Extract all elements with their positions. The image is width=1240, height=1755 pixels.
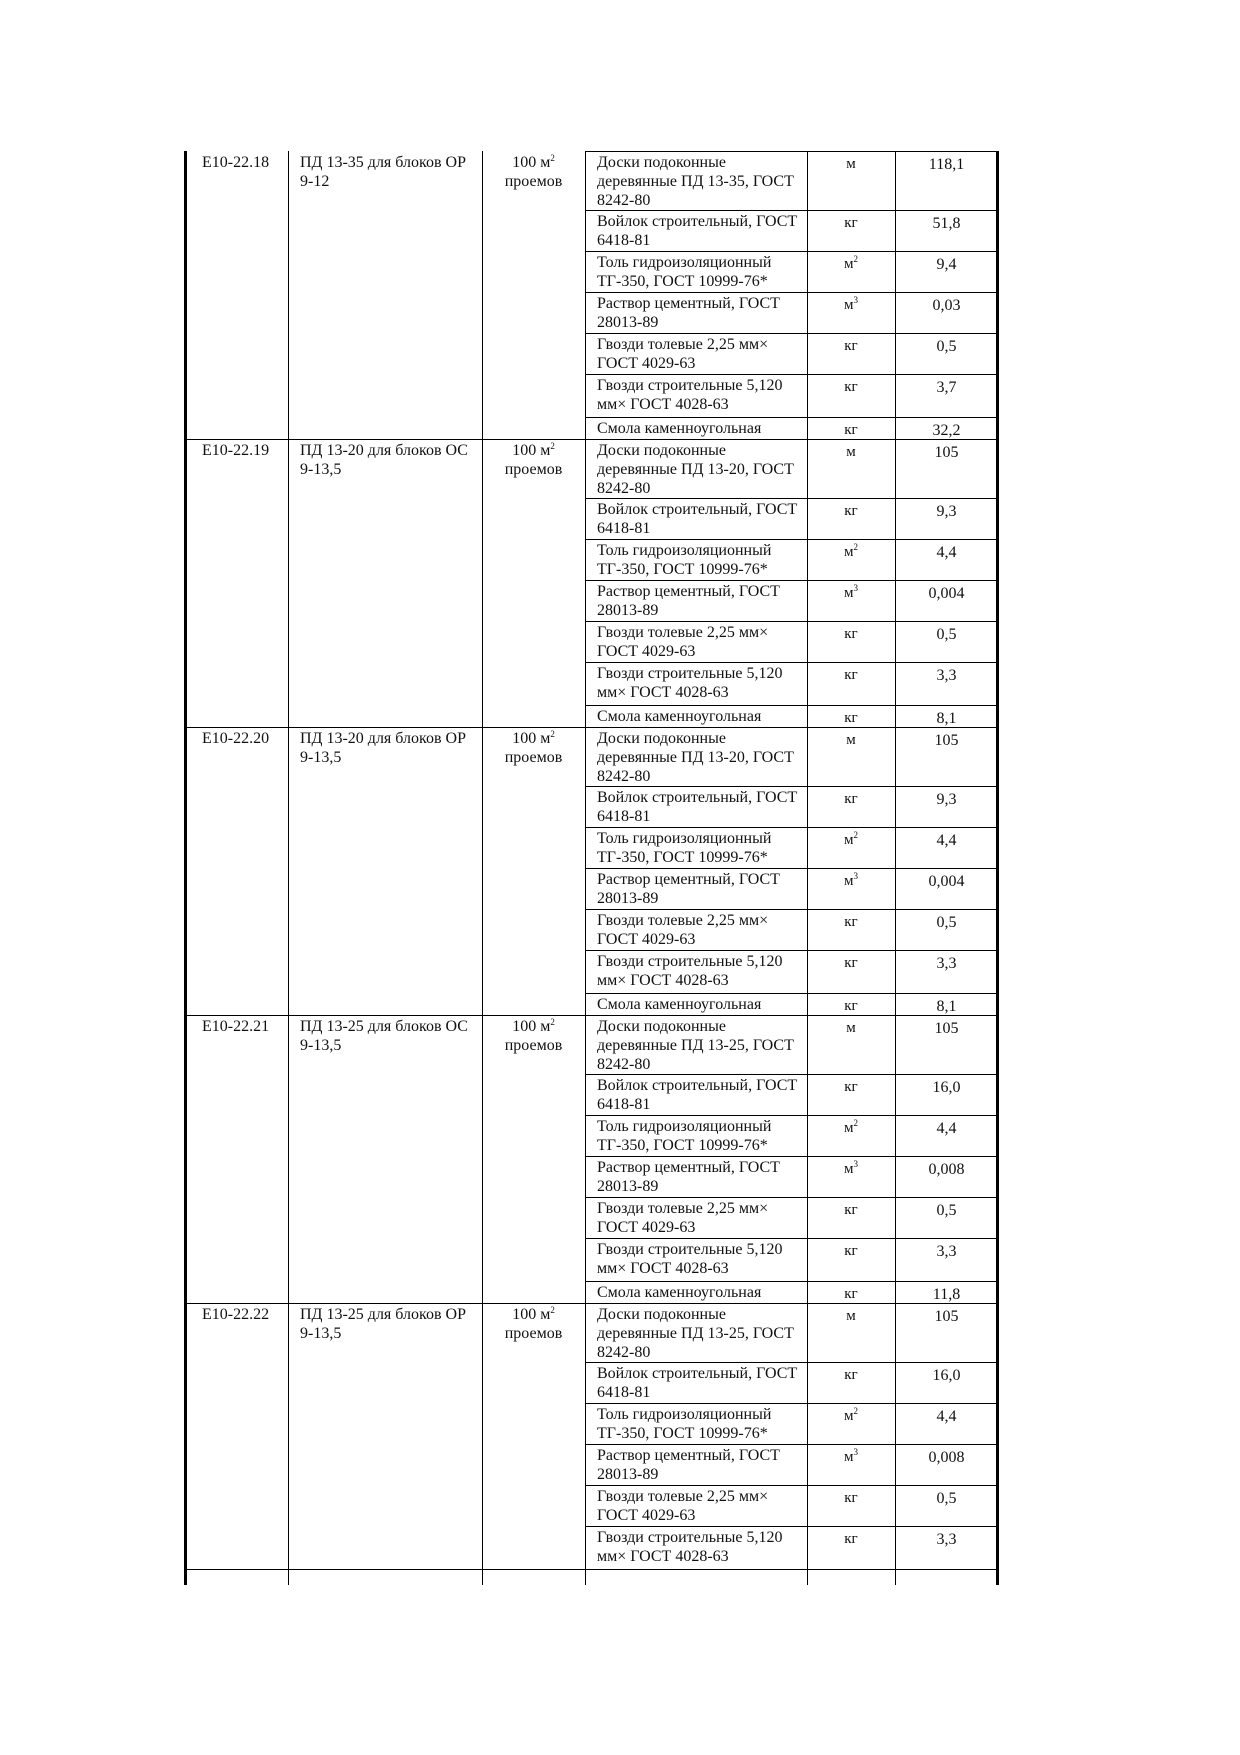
material-quantity: 4,4 [936, 1120, 957, 1137]
material-unit [807, 868, 895, 909]
material-name: Гвозди толевые 2,25 мм× ГОСТ 4029-63 [597, 1488, 769, 1524]
unit-text: кг [844, 955, 858, 971]
table-column-rule [585, 151, 586, 1585]
unit-exponent: 3 [853, 1447, 858, 1457]
unit-exponent: 2 [853, 1406, 858, 1416]
material-name: Толь гидроизоляционный ТГ-350, ГОСТ 10999-76* [597, 830, 772, 866]
material-quantity: 3,7 [936, 379, 957, 396]
unit-text: кг [844, 998, 858, 1014]
unit-text: кг [844, 791, 858, 807]
unit-text: кг [844, 379, 858, 395]
unit-exponent: 3 [853, 871, 858, 881]
material-name: Войлок строительный, ГОСТ 6418-81 [597, 1365, 798, 1401]
material-quantity: 51,8 [932, 215, 961, 232]
entry-unit-measure [484, 1305, 583, 1324]
unit-text: кг [844, 215, 858, 231]
unit-text: 100 м [512, 442, 551, 459]
material-unit [807, 539, 895, 580]
material-quantity: 3,3 [936, 955, 957, 972]
material-quantity: 0,03 [932, 297, 961, 314]
unit-text: кг [844, 1531, 858, 1547]
material-unit [807, 498, 895, 539]
unit-exponent: 2 [853, 1118, 858, 1128]
unit-text: кг [844, 422, 858, 438]
material-quantity: 16,0 [932, 1367, 961, 1384]
material-name: Доски подоконные деревянные ПД 13-25, ГОСТ 8242-80 [597, 1306, 794, 1361]
material-quantity: 0,008 [928, 1161, 965, 1178]
unit-text: 100 м [512, 154, 551, 171]
material-unit [807, 1403, 895, 1444]
entry-code: Е10-22.21 [202, 1018, 270, 1035]
material-quantity: 32,2 [932, 422, 961, 439]
unit-exponent: 2 [853, 830, 858, 840]
material-name: Гвозди толевые 2,25 мм× ГОСТ 4029-63 [597, 624, 769, 660]
entry-name: ПД 13-20 для блоков ОР 9-13,5 [300, 730, 466, 766]
material-unit [807, 251, 895, 292]
material-name: Смола каменноугольная [597, 420, 762, 437]
material-quantity: 4,4 [936, 544, 957, 561]
material-quantity: 105 [934, 444, 959, 461]
unit-text: кг [844, 503, 858, 519]
material-quantity: 9,4 [936, 256, 957, 273]
entry-unit-suffix: проемов [504, 461, 563, 478]
material-quantity: 16,0 [932, 1079, 961, 1096]
material-name: Толь гидроизоляционный ТГ-350, ГОСТ 10999-76* [597, 254, 772, 290]
entry-unit [482, 727, 585, 1015]
material-unit [807, 1303, 895, 1362]
material-unit [807, 1115, 895, 1156]
entry-unit-suffix: проемов [504, 173, 563, 190]
material-unit [807, 210, 895, 251]
material-quantity: 0,008 [928, 1449, 965, 1466]
material-unit [807, 1238, 895, 1281]
unit-text: 100 м [512, 1306, 551, 1323]
material-unit [807, 439, 895, 498]
entry-unit [482, 151, 585, 439]
unit-exponent: 2 [853, 254, 858, 264]
material-unit [807, 1444, 895, 1485]
material-name: Раствор цементный, ГОСТ 28013-89 [597, 295, 780, 331]
unit-exponent: 2 [853, 542, 858, 552]
material-quantity: 0,5 [936, 1490, 957, 1507]
material-unit [807, 333, 895, 374]
material-name: Доски подоконные деревянные ПД 13-20, ГОСТ 8242-80 [597, 442, 794, 497]
unit-text: м [846, 444, 856, 460]
entry-unit [482, 439, 585, 727]
material-quantity: 0,5 [936, 338, 957, 355]
unit-text: м [846, 1020, 856, 1036]
material-name: Толь гидроизоляционный ТГ-350, ГОСТ 10999-76* [597, 542, 772, 578]
unit-text: кг [844, 626, 858, 642]
material-unit [807, 374, 895, 417]
unit-exponent: 2 [550, 153, 555, 163]
unit-exponent: 3 [853, 1159, 858, 1169]
unit-text: кг [844, 667, 858, 683]
unit-text: м [844, 1120, 854, 1136]
material-name: Войлок строительный, ГОСТ 6418-81 [597, 1077, 798, 1113]
entry-unit-measure [484, 441, 583, 460]
material-quantity: 4,4 [936, 1408, 957, 1425]
material-unit [807, 151, 895, 210]
material-unit [807, 1362, 895, 1403]
material-unit [807, 580, 895, 621]
material-unit [807, 1074, 895, 1115]
entry-unit-measure [484, 729, 583, 748]
unit-text: кг [844, 1286, 858, 1302]
unit-text: м [846, 732, 856, 748]
material-quantity: 105 [934, 732, 959, 749]
material-quantity: 9,3 [936, 791, 957, 808]
material-quantity: 0,004 [928, 585, 965, 602]
material-name: Толь гидроизоляционный ТГ-350, ГОСТ 10999-76* [597, 1406, 772, 1442]
material-quantity: 4,4 [936, 832, 957, 849]
unit-text: кг [844, 1367, 858, 1383]
entry-name: ПД 13-25 для блоков ОС 9-13,5 [300, 1018, 468, 1054]
material-name: Гвозди строительные 5,120 мм× ГОСТ 4028-63 [597, 953, 783, 989]
material-unit [807, 727, 895, 786]
table-column-rule [288, 151, 289, 1585]
unit-text: м [844, 544, 854, 560]
material-name: Войлок строительный, ГОСТ 6418-81 [597, 501, 798, 537]
table-column-rule [482, 151, 483, 1585]
material-unit [807, 1281, 895, 1303]
material-quantity: 8,1 [936, 710, 957, 727]
unit-text: кг [844, 338, 858, 354]
material-unit [807, 909, 895, 950]
unit-text: кг [844, 1202, 858, 1218]
material-unit [807, 1197, 895, 1238]
unit-text: кг [844, 1490, 858, 1506]
material-name: Гвозди строительные 5,120 мм× ГОСТ 4028-63 [597, 1241, 783, 1277]
unit-text: м [844, 297, 854, 313]
material-quantity: 3,3 [936, 667, 957, 684]
material-unit [807, 950, 895, 993]
material-unit [807, 827, 895, 868]
material-name: Гвозди строительные 5,120 мм× ГОСТ 4028-63 [597, 1529, 783, 1565]
material-name: Войлок строительный, ГОСТ 6418-81 [597, 789, 798, 825]
material-name: Гвозди толевые 2,25 мм× ГОСТ 4029-63 [597, 336, 769, 372]
unit-text: 100 м [512, 1018, 551, 1035]
material-quantity: 8,1 [936, 998, 957, 1015]
entry-name: ПД 13-20 для блоков ОС 9-13,5 [300, 442, 468, 478]
material-unit [807, 417, 895, 439]
unit-exponent: 2 [550, 441, 555, 451]
material-quantity: 0,5 [936, 914, 957, 931]
table-column-rule [895, 151, 896, 1585]
unit-text: м [844, 1449, 854, 1465]
entry-code: Е10-22.20 [202, 730, 270, 747]
unit-text: м [844, 256, 854, 272]
table-column-rule [807, 151, 808, 1585]
material-quantity: 0,5 [936, 1202, 957, 1219]
material-name: Раствор цементный, ГОСТ 28013-89 [597, 1159, 780, 1195]
material-unit [807, 1485, 895, 1526]
material-name: Раствор цементный, ГОСТ 28013-89 [597, 871, 780, 907]
unit-text: м [844, 832, 854, 848]
material-quantity: 118,1 [928, 156, 965, 173]
material-quantity: 3,3 [936, 1531, 957, 1548]
material-unit [807, 662, 895, 705]
material-name: Войлок строительный, ГОСТ 6418-81 [597, 213, 798, 249]
material-quantity: 105 [934, 1308, 959, 1325]
material-unit [807, 1526, 895, 1569]
material-name: Толь гидроизоляционный ТГ-350, ГОСТ 10999-76* [597, 1118, 772, 1154]
unit-exponent: 2 [550, 1305, 555, 1315]
material-unit [807, 292, 895, 333]
entry-name: ПД 13-35 для блоков ОР 9-12 [300, 154, 466, 190]
entry-unit-suffix: проемов [504, 749, 563, 766]
entry-code: Е10-22.19 [202, 442, 270, 459]
unit-text: кг [844, 914, 858, 930]
material-name: Раствор цементный, ГОСТ 28013-89 [597, 1447, 780, 1483]
unit-exponent: 3 [853, 583, 858, 593]
material-quantity: 11,8 [932, 1286, 961, 1303]
unit-text: кг [844, 710, 858, 726]
material-name: Смола каменноугольная [597, 996, 762, 1013]
table-right-border [996, 151, 999, 1585]
material-name: Смола каменноугольная [597, 708, 762, 725]
unit-text: кг [844, 1079, 858, 1095]
entry-unit [482, 1303, 585, 1569]
unit-exponent: 2 [550, 1017, 555, 1027]
entry-unit-measure [484, 1017, 583, 1036]
material-name: Смола каменноугольная [597, 1284, 762, 1301]
entry-unit-suffix: проемов [504, 1325, 563, 1342]
material-quantity: 0,5 [936, 626, 957, 643]
material-name: Гвозди толевые 2,25 мм× ГОСТ 4029-63 [597, 912, 769, 948]
material-name: Доски подоконные деревянные ПД 13-35, ГОСТ 8242-80 [597, 154, 794, 209]
entry-name: ПД 13-25 для блоков ОР 9-13,5 [300, 1306, 466, 1342]
entry-row-rule [184, 1569, 998, 1570]
unit-text: кг [844, 1243, 858, 1259]
material-unit [807, 786, 895, 827]
material-quantity: 3,3 [936, 1243, 957, 1260]
entry-code: Е10-22.18 [202, 154, 270, 171]
entry-unit-suffix: проемов [504, 1037, 563, 1054]
material-unit [807, 1156, 895, 1197]
unit-exponent: 3 [853, 295, 858, 305]
material-unit [807, 993, 895, 1015]
table-left-border [184, 151, 187, 1585]
unit-text: м [844, 873, 854, 889]
material-name: Раствор цементный, ГОСТ 28013-89 [597, 583, 780, 619]
unit-text: м [846, 1308, 856, 1324]
material-quantity: 9,3 [936, 503, 957, 520]
material-unit [807, 705, 895, 727]
material-quantity: 0,004 [928, 873, 965, 890]
material-name: Доски подоконные деревянные ПД 13-25, ГОСТ 8242-80 [597, 1018, 794, 1073]
material-name: Гвозди строительные 5,120 мм× ГОСТ 4028-63 [597, 377, 783, 413]
unit-text: м [846, 156, 856, 172]
unit-text: 100 м [512, 730, 551, 747]
unit-text: м [844, 1161, 854, 1177]
entry-code: Е10-22.22 [202, 1306, 270, 1323]
unit-exponent: 2 [550, 729, 555, 739]
material-unit [807, 1015, 895, 1074]
entry-unit-measure [484, 153, 583, 172]
material-name: Гвозди толевые 2,25 мм× ГОСТ 4029-63 [597, 1200, 769, 1236]
material-name: Гвозди строительные 5,120 мм× ГОСТ 4028-63 [597, 665, 783, 701]
unit-text: м [844, 1408, 854, 1424]
entry-unit [482, 1015, 585, 1303]
material-name: Доски подоконные деревянные ПД 13-20, ГОСТ 8242-80 [597, 730, 794, 785]
material-unit [807, 621, 895, 662]
unit-text: м [844, 585, 854, 601]
material-quantity: 105 [934, 1020, 959, 1037]
